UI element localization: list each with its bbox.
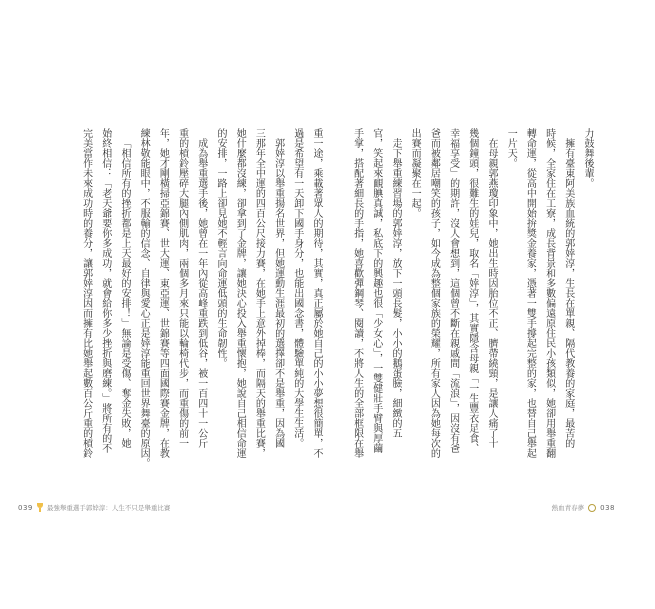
left-page-footer xyxy=(18,503,170,512)
right-page-text xyxy=(345,128,597,488)
text-column: 始終相信：「老天爺要你多成功，就會給你多少挫折與磨練。」將所有的不 xyxy=(99,128,111,453)
text-column: 爸而被鄰居嘲笑的孩子，如今成為整個家族的榮耀，所有家人因為她每次的 xyxy=(428,128,440,458)
text-column: 轉命運，從高中開始拚獎金養家，憑著一雙手撐起完整的家，也替自己舉起 xyxy=(524,128,536,458)
text-column: 完美當作未來成功時的養分，讓郭婞淳因而擁有比她舉起數百公斤重的槓鈴 xyxy=(80,128,92,458)
text-column: 走下舉重練習場的郭婞淳，放下一頭長髮，小小的鵝蛋臉，細緻的五 xyxy=(389,138,401,438)
trophy-icon xyxy=(37,503,43,512)
text-column: 三那年全中運的四百公尺接力賽，在她手上意外掉棒，而隔天的舉重比賽， xyxy=(253,128,265,458)
section-icon xyxy=(588,504,596,512)
text-column: 重一途，乘載著眾人的期待，其實，真正屬於她自己的小小夢想很簡單，不 xyxy=(311,128,322,458)
left-page-text xyxy=(58,128,326,488)
text-column: 一片天。 xyxy=(505,128,517,168)
section-title: 熱血青春夢 xyxy=(551,504,585,512)
text-column: 成為舉重選手後，她曾在一年內從高峰重跌到低谷，被一百四十一公斤 xyxy=(195,138,207,448)
left-page-number: 039 xyxy=(18,503,33,512)
text-column: 出賽而凝聚在一起。 xyxy=(409,128,421,218)
text-column: 官，笑起來靦腆真誠，私底下的興趣也很「少女心」，一雙健壯手臂與厚繭 xyxy=(370,128,382,453)
text-column: 手掌，搭配著細長的手指，她喜歡彈鋼琴、閱讀，不將人生的全部框限在舉 xyxy=(351,128,363,458)
text-column: 幸福享受」的期許，沒人會想到，這個曾不斷在親戚間「流浪」，因沒有爸 xyxy=(447,128,459,453)
text-column: 「相信所有的挫折都是上天最好的安排！」無論是受傷、奪金失敗，她 xyxy=(118,138,130,448)
text-column: 時候，全家住在工寮，成長背景和多數偏遠原住民小孩類似，她卻用舉重翻 xyxy=(543,128,555,458)
text-column: 在母親郭燕瓊印象中，她出生時因胎位不正、臍帶繞頸，是讓人痛了十 xyxy=(485,138,497,448)
text-column: 擁有臺東阿美族血統的郭婞淳，生長在單親、隔代教養的家庭，最苦的 xyxy=(562,138,574,448)
text-column: 她什麼都沒練，卻拿到了金牌，讓她決心投入舉重懷抱，她說自己相信命運 xyxy=(234,128,246,458)
text-column: 幾個鐘頭，很難生的娃兒，取名「婞淳」，其實隱含母親「一生豐衣足食、 xyxy=(466,128,478,453)
right-page-number: 038 xyxy=(600,503,615,512)
text-column: 練林敬能眼中，不服輸的信念、自律與愛心正是婞淳能重回世界舞臺的原因。 xyxy=(138,128,150,468)
text-column: 郭婞淳以舉重揚名世界，但她運動生涯最初的選擇卻不是舉重，因為國 xyxy=(272,138,284,448)
text-column: 年，她才剛橫掃亞錦賽、世大運、東亞運、世錦賽等四面國際賽金牌，在教 xyxy=(157,128,169,458)
text-column: 的安排，一路上卻見她不輕言向命運低頭的生命韌性。 xyxy=(214,128,226,368)
book-title: 最強舉重選手郭婞淳：人生不只是舉重比賽 xyxy=(46,504,171,512)
right-page-footer xyxy=(552,503,615,512)
text-column: 過是希望有一天卸下國手身分，也能出國念書，體驗單純的大學生生活。 xyxy=(291,128,303,448)
text-column: 力鼓舞後輩。 xyxy=(582,128,593,188)
text-column: 重的槓鈴壓碎大腿內側肌肉，兩個多月來只能以輪椅代步，而重傷的前一 xyxy=(176,128,188,448)
